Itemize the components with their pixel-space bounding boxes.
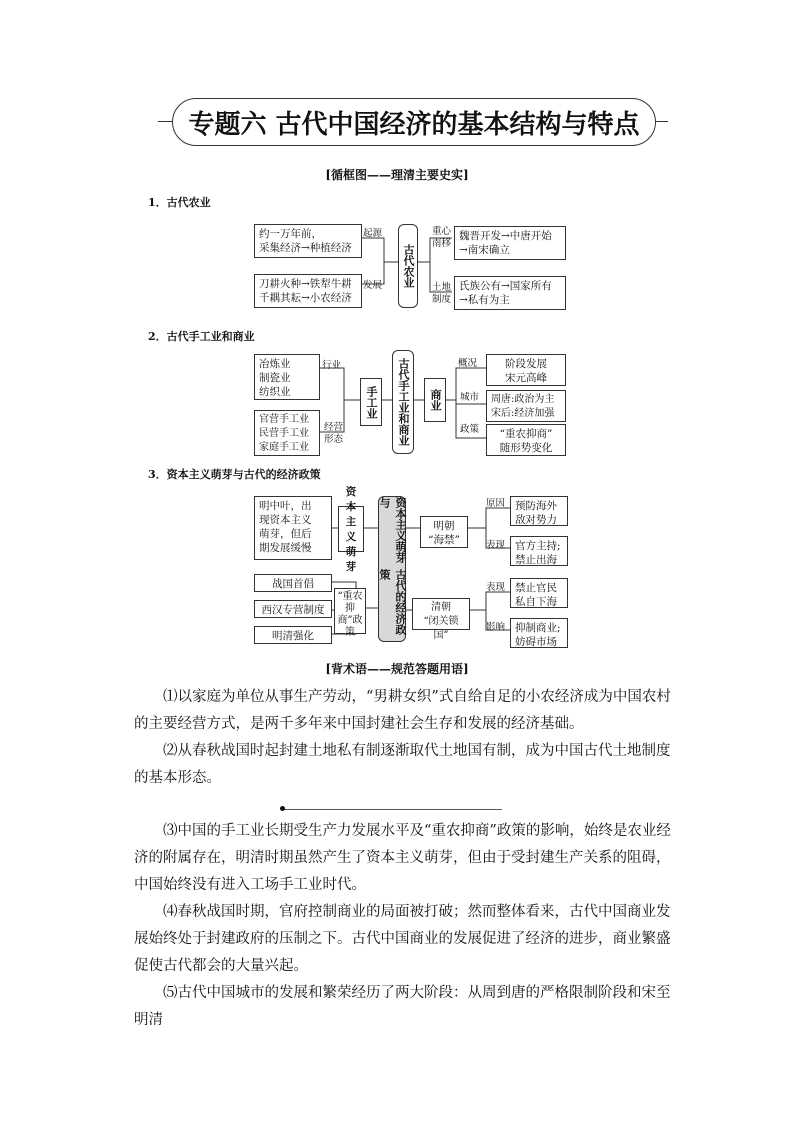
page-title: 专题六 古代中国经济的基本结构与特点: [172, 98, 656, 146]
d1-development-box: 刀耕火种→铁犁牛耕 千耦其耘→小农经济: [254, 274, 362, 308]
d3-label-performance-1: 表现: [486, 540, 506, 551]
d3-label-reason: 原因: [486, 498, 506, 509]
d3-reason-box: 预防海外 敌对势力: [510, 496, 568, 526]
d2-management-box: 官营手工业 民营手工业 家庭手工业: [254, 410, 320, 456]
d3-ming-ban-box: 明朝 “海禁”: [420, 516, 468, 548]
d3-qing-closed-box: 清朝 “闭关锁国”: [412, 598, 470, 630]
section-header: [循框图——理清主要史实]: [325, 168, 469, 182]
section-divider: [282, 809, 502, 810]
d3-qing-performance-box: 禁止官民 私自下海: [510, 578, 568, 608]
d3-label-influence: 影响: [486, 622, 506, 633]
d3-center-line1: 古代的经济政策: [378, 569, 407, 635]
d3-center-sprouts-policy: [378, 496, 406, 642]
d3-heading: 3．资本主义萌芽与古代的经济政策: [148, 468, 321, 481]
paragraph-5: ⑸古代中国城市的发展和繁荣经历了两大阶段：从周到唐的严格限制阶段和宋至明清: [134, 985, 671, 1028]
paragraph-4: ⑷春秋战国时期，官府控制商业的局面被打破；然而整体看来，古代中国商业发展始终处于封建政府的压制之下。古代中国商业的发展促进了经济的进步，商业繁盛促使古代都会的大量兴起。: [134, 904, 671, 974]
d2-policy-box: “重农抑商” 随形势变化: [486, 424, 566, 456]
d3-western-han-box: 西汉专营制度: [254, 600, 332, 618]
paragraph-3: ⑶中国的手工业长期受生产力发展水平及“重农抑商”政策的影响，始终是农业经济的附属存在，明清时期虽然产生了资本主义萌芽，但由于受封建生产关系的阻碍，中国始终没有进入工场手工业时代。: [134, 823, 671, 893]
d2-center-handicraft-commerce: 古代手工业和商业: [392, 350, 414, 454]
d3-label-performance-2: 表现: [486, 582, 506, 593]
recite-header: [背术语——规范答题用语]: [325, 662, 469, 676]
d2-label-management: 经营 形态: [324, 422, 344, 445]
d2-label-city: 城市: [460, 392, 480, 403]
d2-overview-box: 阶段发展 宋元高峰: [486, 354, 566, 386]
d2-label-overview: 概况: [458, 358, 478, 369]
paragraph-2: ⑵从春秋战国时起封建土地私有制逐渐取代土地国有制，成为中国古代土地制度的基本形态。: [134, 743, 671, 786]
d3-sprouts-desc-box: 明中叶，出 现资本主义 萌芽，但后 期发展缓慢: [254, 496, 332, 560]
d1-land-box: 氏族公有→国家所有 →私有为主: [454, 276, 566, 310]
d1-heading: 1．古代农业: [148, 196, 211, 209]
d2-industries-box: 冶炼业 制瓷业 纺织业: [254, 354, 320, 400]
d3-capitalism-sprouts: 资本主义萌芽: [338, 506, 364, 552]
d3-warring-states-box: 战国首倡: [254, 574, 332, 592]
d1-label-origin: 起源: [363, 228, 383, 239]
d1-shift-box: 魏晋开发→中唐开始 →南宋确立: [454, 226, 566, 260]
paragraph-1: ⑴以家庭为单位从事生产劳动，“男耕女织”式自给自足的小农经济成为中国农村的主要经营方式，是两千多年来中国封建社会生存和发展的经济基础。: [134, 689, 671, 732]
d2-label-policy: 政策: [460, 424, 480, 435]
d3-ming-qing-box: 明清强化: [254, 626, 332, 644]
d3-policy-box: “重农抑商”政策: [334, 588, 366, 634]
d1-label-development: 发展: [363, 280, 383, 291]
d2-handicraft: 手工业: [360, 378, 382, 426]
d1-origin-box: 约一万年前， 采集经济→种植经济: [254, 224, 362, 258]
d3-ming-performance-box: 官方主持; 禁止出海: [510, 536, 568, 566]
d1-label-center-shift: 重心 南移: [432, 226, 452, 249]
divider-dot: [280, 806, 285, 811]
d2-commerce: 商业: [424, 378, 446, 422]
d2-heading: 2．古代手工业和商业: [148, 330, 255, 343]
d1-label-land-system: 土地 制度: [432, 282, 452, 305]
d2-label-industry: 行业: [322, 360, 342, 371]
d1-center-ancient-agriculture: 古代农业: [398, 224, 418, 308]
d3-center-line2: 资本主义萌芽与: [378, 497, 407, 563]
d2-city-box: 周唐:政治为主 宋后:经济加强: [486, 390, 566, 422]
d3-influence-box: 抑制商业; 妨碍市场: [510, 618, 568, 648]
